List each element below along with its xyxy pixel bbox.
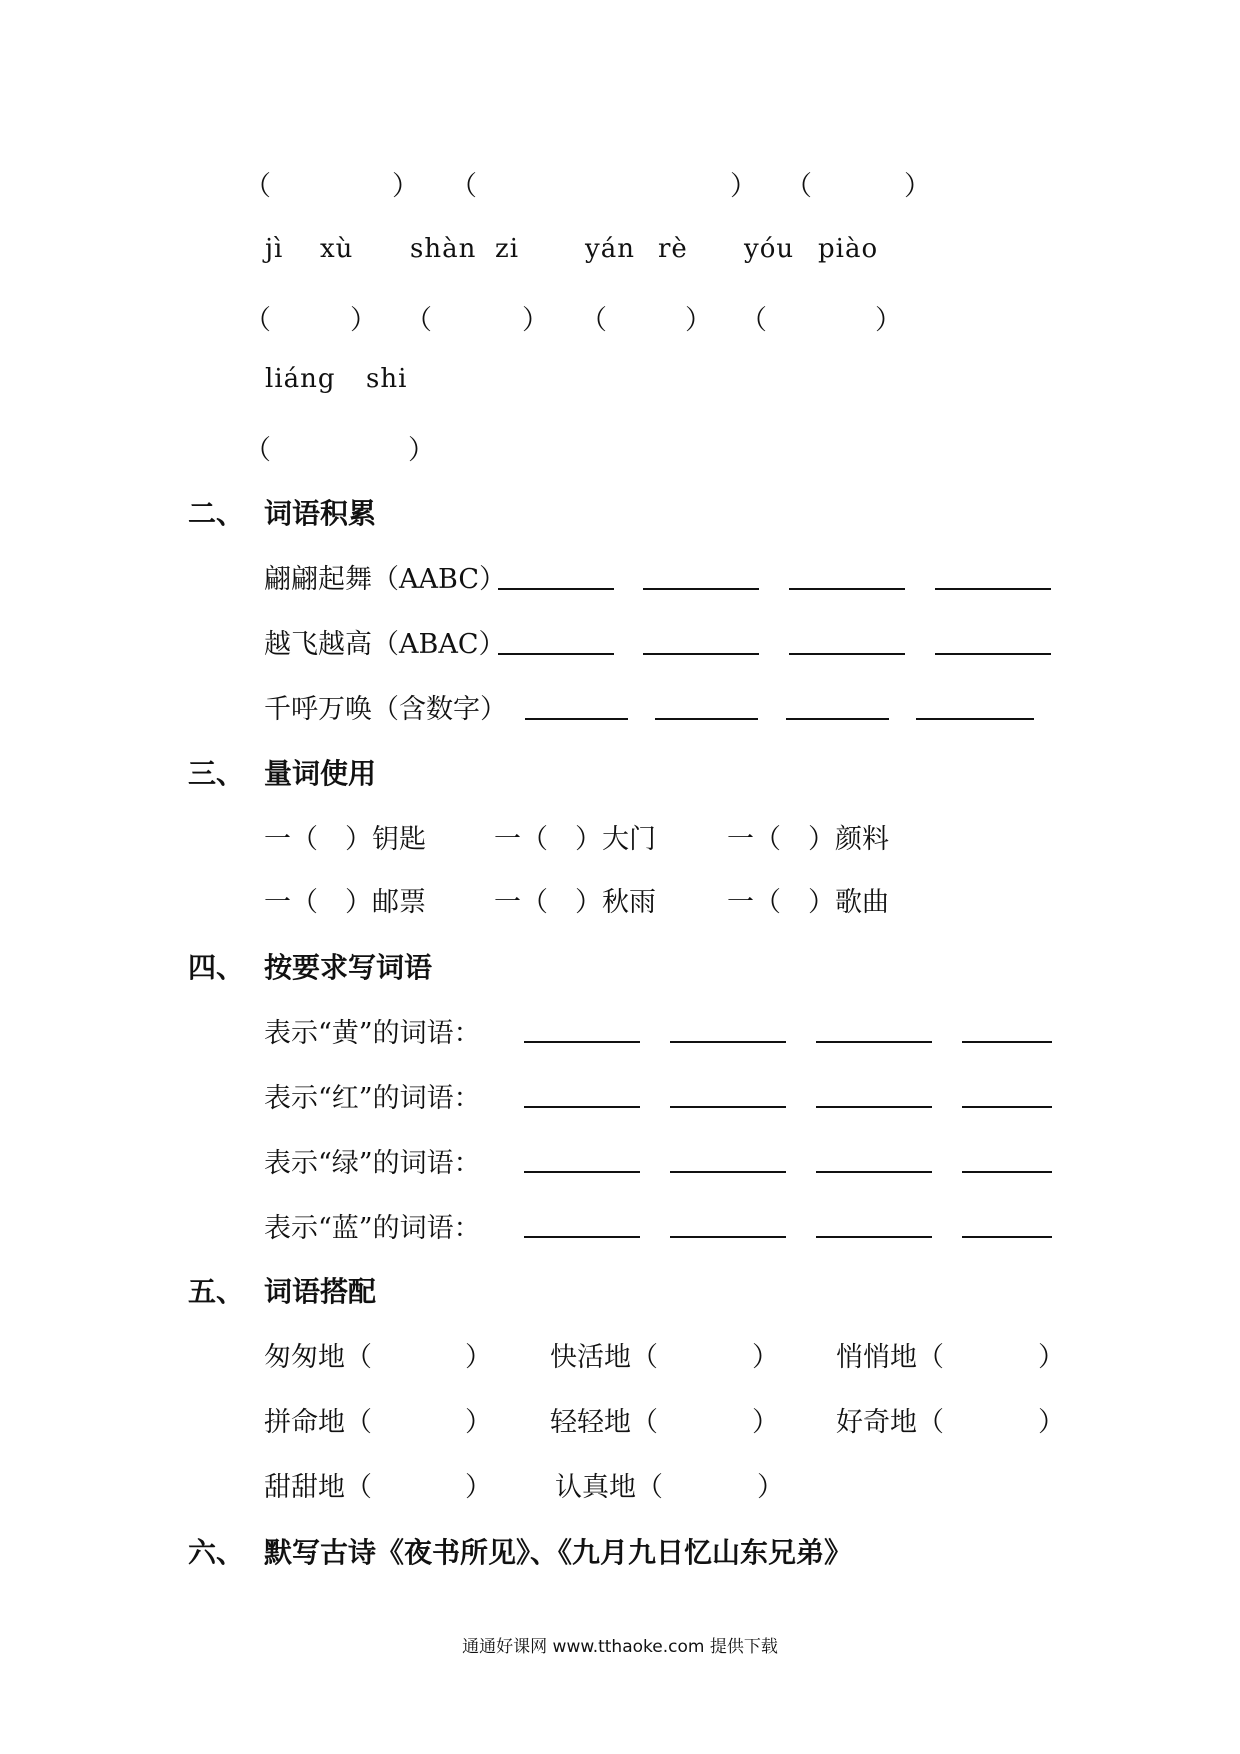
word-prompt: 翩翩起舞（AABC） bbox=[264, 564, 506, 595]
pinyin: piào bbox=[818, 234, 879, 264]
adverb-item: 轻轻地（ bbox=[550, 1407, 658, 1438]
answer-blank[interactable] bbox=[655, 718, 758, 720]
color-prompt: 表示“黄”的词语： bbox=[264, 1018, 481, 1049]
answer-blank[interactable] bbox=[670, 1041, 786, 1043]
answer-blank[interactable] bbox=[670, 1236, 786, 1238]
section-title: 词语搭配 bbox=[264, 1275, 377, 1308]
answer-blank[interactable] bbox=[789, 653, 905, 655]
answer-blank[interactable] bbox=[498, 653, 614, 655]
paren-open: （ bbox=[244, 305, 271, 336]
pinyin: liáng bbox=[265, 364, 336, 394]
section-number: 五、 bbox=[188, 1275, 245, 1308]
color-prompt: 表示“绿”的词语： bbox=[264, 1148, 481, 1179]
answer-blank[interactable] bbox=[786, 718, 889, 720]
paren-open: （ bbox=[740, 305, 767, 336]
answer-blank[interactable] bbox=[643, 588, 759, 590]
color-prompt: 表示“蓝”的词语： bbox=[264, 1213, 481, 1244]
answer-blank[interactable] bbox=[916, 718, 1034, 720]
answer-blank[interactable] bbox=[789, 588, 905, 590]
answer-blank[interactable] bbox=[962, 1236, 1052, 1238]
measure-word-item: 一（ ）秋雨 bbox=[494, 887, 656, 918]
paren-close: ） bbox=[685, 305, 712, 336]
paren-close: ） bbox=[465, 1472, 492, 1503]
answer-blank[interactable] bbox=[643, 653, 759, 655]
pinyin: rè bbox=[658, 234, 688, 264]
word-prompt: 越飞越高（ABAC） bbox=[264, 629, 506, 660]
paren-close: ） bbox=[522, 305, 549, 336]
measure-word-item: 一（ ）大门 bbox=[494, 824, 656, 855]
measure-word-item: 一（ ）颜料 bbox=[727, 824, 889, 855]
paren-close: ） bbox=[465, 1342, 492, 1373]
answer-blank[interactable] bbox=[816, 1236, 932, 1238]
paren-open: （ bbox=[244, 171, 271, 202]
paren-open: （ bbox=[785, 171, 812, 202]
paren-open: （ bbox=[450, 171, 477, 202]
answer-blank[interactable] bbox=[962, 1041, 1052, 1043]
answer-blank[interactable] bbox=[498, 588, 614, 590]
answer-blank[interactable] bbox=[962, 1171, 1052, 1173]
measure-word-item: 一（ ）邮票 bbox=[264, 887, 426, 918]
word-prompt: 千呼万唤（含数字） bbox=[264, 694, 507, 725]
answer-blank[interactable] bbox=[670, 1171, 786, 1173]
section-number: 四、 bbox=[188, 951, 245, 984]
section-number: 二、 bbox=[188, 497, 245, 530]
paren-close: ） bbox=[392, 171, 419, 202]
pinyin: shi bbox=[366, 364, 408, 394]
paren-close: ） bbox=[757, 1472, 784, 1503]
answer-blank[interactable] bbox=[816, 1106, 932, 1108]
section-title: 量词使用 bbox=[264, 757, 377, 790]
adverb-item: 认真地（ bbox=[555, 1472, 663, 1503]
paren-close: ） bbox=[1038, 1342, 1065, 1373]
adverb-item: 拼命地（ bbox=[264, 1407, 372, 1438]
answer-blank[interactable] bbox=[962, 1106, 1052, 1108]
answer-blank[interactable] bbox=[524, 1171, 640, 1173]
paren-open: （ bbox=[405, 305, 432, 336]
paren-close: ） bbox=[465, 1407, 492, 1438]
pinyin: zi bbox=[495, 234, 520, 264]
measure-word-item: 一（ ）歌曲 bbox=[727, 887, 889, 918]
answer-blank[interactable] bbox=[524, 1041, 640, 1043]
answer-blank[interactable] bbox=[524, 1236, 640, 1238]
section-title: 按要求写词语 bbox=[264, 951, 433, 984]
answer-blank[interactable] bbox=[935, 653, 1051, 655]
adverb-item: 匆匆地（ bbox=[264, 1342, 372, 1373]
adverb-item: 好奇地（ bbox=[836, 1407, 944, 1438]
adverb-item: 悄悄地（ bbox=[836, 1342, 944, 1373]
section-title: 默写古诗《夜书所见》、《九月九日忆山东兄弟》 bbox=[264, 1536, 853, 1569]
pinyin: jì bbox=[265, 234, 284, 264]
pinyin: yán bbox=[585, 234, 635, 264]
pinyin: xù bbox=[320, 234, 354, 264]
paren-close: ） bbox=[730, 171, 757, 202]
answer-blank[interactable] bbox=[670, 1106, 786, 1108]
adverb-item: 甜甜地（ bbox=[264, 1472, 372, 1503]
paren-open: （ bbox=[244, 435, 271, 466]
color-prompt: 表示“红”的词语： bbox=[264, 1083, 481, 1114]
answer-blank[interactable] bbox=[935, 588, 1051, 590]
pinyin: shàn bbox=[410, 234, 477, 264]
adverb-item: 快活地（ bbox=[550, 1342, 658, 1373]
section-number: 三、 bbox=[188, 757, 245, 790]
measure-word-item: 一（ ）钥匙 bbox=[264, 824, 426, 855]
paren-close: ） bbox=[752, 1407, 779, 1438]
paren-open: （ bbox=[580, 305, 607, 336]
answer-blank[interactable] bbox=[524, 1106, 640, 1108]
paren-close: ） bbox=[752, 1342, 779, 1373]
section-title: 词语积累 bbox=[264, 497, 377, 530]
paren-close: ） bbox=[408, 435, 435, 466]
paren-close: ） bbox=[350, 305, 377, 336]
paren-close: ） bbox=[1038, 1407, 1065, 1438]
paren-close: ） bbox=[875, 305, 902, 336]
page-footer: 通通好课网 www.tthaoke.com 提供下载 bbox=[462, 1637, 778, 1657]
answer-blank[interactable] bbox=[816, 1171, 932, 1173]
paren-close: ） bbox=[904, 171, 931, 202]
pinyin: yóu bbox=[744, 234, 795, 264]
answer-blank[interactable] bbox=[816, 1041, 932, 1043]
section-number: 六、 bbox=[188, 1536, 245, 1569]
answer-blank[interactable] bbox=[525, 718, 628, 720]
